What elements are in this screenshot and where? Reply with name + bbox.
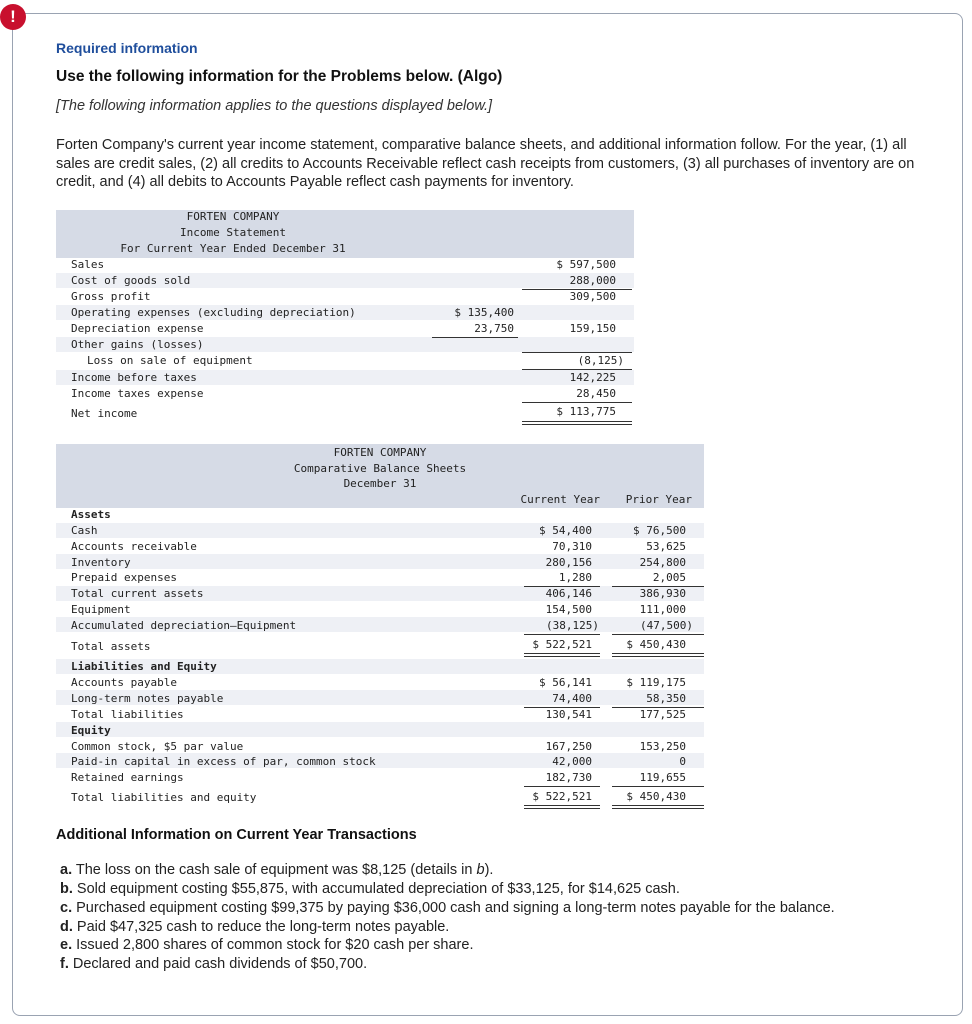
bs-row-label: Total liabilities (71, 708, 184, 721)
bs-current-value: 1,280 (558, 571, 592, 584)
required-info-label: Required information (56, 40, 198, 56)
bs-prior-value: $ 119,175 (626, 676, 686, 689)
bs-prior-value: 177,525 (639, 708, 686, 721)
is-detail-value: 23,750 (474, 322, 514, 335)
is-value: 28,450 (576, 387, 616, 400)
underline (432, 337, 518, 338)
underline (522, 352, 632, 353)
is-value: 142,225 (569, 371, 616, 384)
bs-row-label: Total current assets (71, 587, 204, 600)
income-statement-company: FORTEN COMPANY (186, 210, 280, 223)
bs-current-value: 154,500 (545, 603, 592, 616)
bs-current-value: 280,156 (545, 556, 592, 569)
additional-item-a: a. The loss on the cash sale of equipment was $8,125 (details in b). (60, 862, 494, 878)
underline (612, 786, 704, 787)
bs-row-label: Inventory (71, 556, 131, 569)
is-row-label: Depreciation expense (71, 322, 204, 335)
income-statement-period: For Current Year Ended December 31 (120, 242, 346, 255)
bs-current-value: $ 522,521 (532, 790, 592, 803)
is-row-label: Other gains (losses) (71, 338, 204, 351)
bs-current-value: 70,310 (552, 540, 592, 553)
bs-current-value: $ 522,521 (532, 638, 592, 651)
bs-row-label: Equipment (71, 603, 131, 616)
bs-current-value: $ 56,141 (539, 676, 592, 689)
is-row-label: Net income (71, 407, 138, 420)
is-row-label: Cost of goods sold (71, 274, 191, 287)
additional-item-e: e. Issued 2,800 shares of common stock for $20 cash per share. (60, 937, 474, 953)
section-label-liabilities-equity: Liabilities and Equity (71, 660, 217, 673)
is-value: 159,150 (569, 322, 616, 335)
is-value: (8,125) (577, 354, 624, 367)
additional-item-c: c. Purchased equipment costing $99,375 by paying $36,000 cash and signing a long-term notes payable for the balance. (60, 900, 835, 916)
additional-item-b: b. Sold equipment costing $55,875, with accumulated depreciation of $33,125, for $14,625 cash. (60, 881, 680, 897)
bs-prior-value: 119,655 (639, 771, 686, 784)
is-value: 288,000 (569, 274, 616, 287)
bs-row-label: Prepaid expenses (71, 571, 177, 584)
bs-prior-value: $ 450,430 (626, 638, 686, 651)
double-underline (524, 653, 600, 657)
bs-prior-value: 2,005 (652, 571, 686, 584)
bs-prior-value: 53,625 (646, 540, 686, 553)
bs-current-value: $ 54,400 (539, 524, 592, 537)
bs-prior-value: 58,350 (646, 692, 686, 705)
bs-row-label: Accumulated depreciation—Equipment (71, 619, 297, 632)
balance-sheet-date: December 31 (343, 477, 417, 490)
balance-sheet-title: Comparative Balance Sheets (293, 462, 467, 475)
additional-info-title: Additional Information on Current Year Transactions (56, 827, 417, 843)
column-header-current-year: Current Year (520, 493, 600, 506)
double-underline (522, 421, 632, 425)
bs-row-label: Cash (71, 524, 98, 537)
underline (524, 786, 600, 787)
bs-prior-value: 111,000 (639, 603, 686, 616)
additional-item-f: f. Declared and paid cash dividends of $50,700. (60, 956, 368, 972)
section-label-equity: Equity (71, 724, 111, 737)
additional-item-d: d. Paid $47,325 cash to reduce the long-term notes payable. (60, 919, 450, 935)
bs-row-label: Accounts payable (71, 676, 177, 689)
is-value: $ 597,500 (556, 258, 616, 271)
bs-prior-value: 0 (679, 755, 686, 768)
bs-prior-value: $ 76,500 (633, 524, 686, 537)
intro-paragraph: Forten Company's current year income statement, comparative balance sheets, and additional information follow. For the year, (1) all sales are credit sales, (2) all credits to Accounts Receivable reflect cash receipts from customers, (3) all purchases of inventory are on credit, and (4) all debits to Accounts Payable reflect cash payments for inventory. (56, 137, 915, 190)
is-row-label: Income before taxes (71, 371, 197, 384)
applies-note: [The following information applies to the questions displayed below.] (56, 98, 493, 114)
bs-current-value: 406,146 (545, 587, 592, 600)
underline (612, 634, 704, 635)
underline (524, 634, 600, 635)
bs-current-value: 130,541 (545, 708, 592, 721)
bs-prior-value: 254,800 (639, 556, 686, 569)
alert-icon: ! (0, 4, 26, 30)
bs-prior-value: $ 450,430 (626, 790, 686, 803)
underline (522, 402, 632, 403)
bs-row-label: Common stock, $5 par value (71, 740, 244, 753)
double-underline (524, 805, 600, 809)
income-statement-title: Income Statement (180, 226, 286, 239)
bs-current-value: 182,730 (545, 771, 592, 784)
bs-current-value: 74,400 (552, 692, 592, 705)
underline (522, 369, 632, 370)
bs-row-label: Total liabilities and equity (71, 791, 257, 804)
is-row-label: Gross profit (71, 290, 151, 303)
problem-heading: Use the following information for the Problems below. (Algo) (56, 68, 503, 85)
bs-row-label: Retained earnings (71, 771, 184, 784)
is-row-label: Loss on sale of equipment (87, 354, 253, 367)
balance-sheet-company: FORTEN COMPANY (333, 446, 427, 459)
bs-row-label: Accounts receivable (71, 540, 197, 553)
bs-current-value: (38,125) (546, 619, 599, 632)
bs-row-label: Paid-in capital in excess of par, common stock (71, 755, 376, 768)
double-underline (612, 653, 704, 657)
is-row-label: Operating expenses (excluding depreciation) (71, 306, 356, 319)
section-label-assets: Assets (71, 508, 111, 521)
is-detail-value: $ 135,400 (454, 306, 514, 319)
double-underline (612, 805, 704, 809)
bs-prior-value: 386,930 (639, 587, 686, 600)
bs-row-label: Long-term notes payable (71, 692, 224, 705)
bs-current-value: 42,000 (552, 755, 592, 768)
is-row-label: Income taxes expense (71, 387, 204, 400)
bs-row-label: Total assets (71, 640, 151, 653)
is-row-label: Sales (71, 258, 105, 271)
is-value: $ 113,775 (556, 405, 616, 418)
bs-current-value: 167,250 (545, 740, 592, 753)
bs-prior-value: 153,250 (639, 740, 686, 753)
is-value: 309,500 (569, 290, 616, 303)
bs-prior-value: (47,500) (640, 619, 693, 632)
column-header-prior-year: Prior Year (625, 493, 692, 506)
